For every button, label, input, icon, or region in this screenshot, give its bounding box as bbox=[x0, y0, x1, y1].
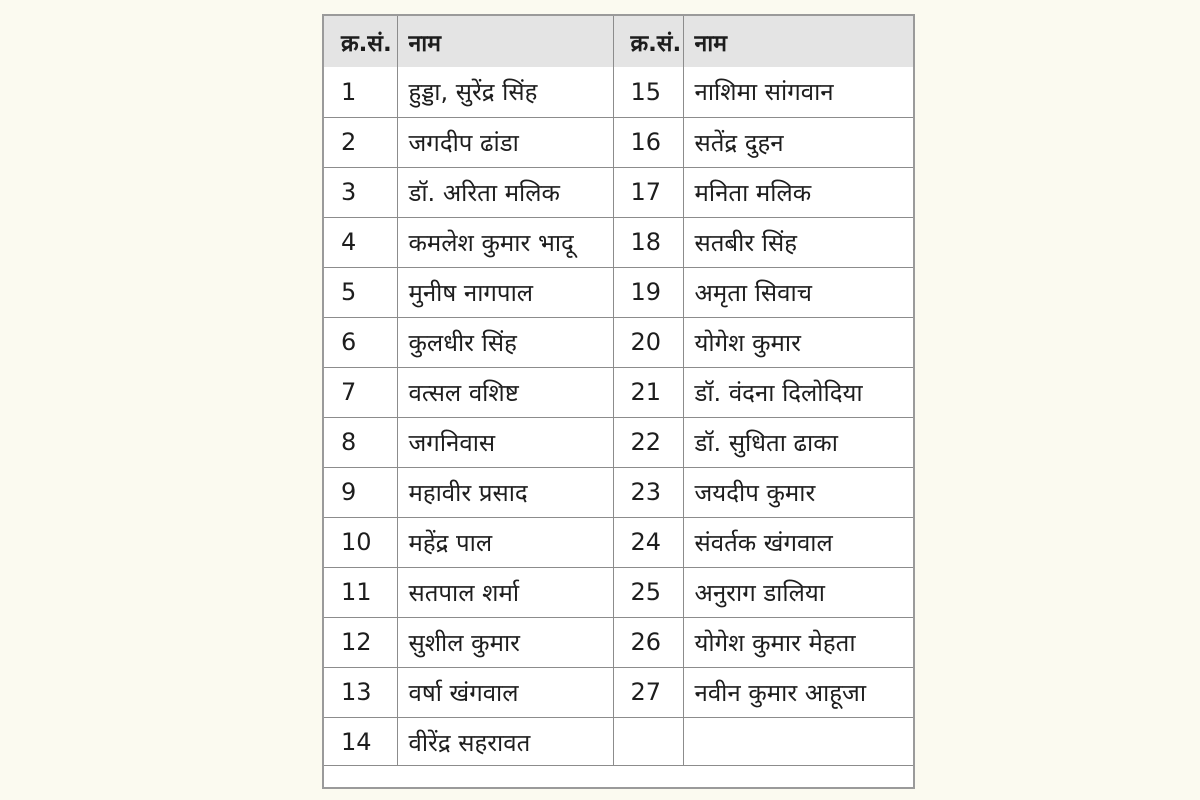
cell-name-left: जगदीप ढांडा bbox=[397, 117, 613, 167]
cell-name-right: नवीन कुमार आहूजा bbox=[683, 667, 913, 717]
cell-serial-right: 16 bbox=[613, 117, 683, 167]
table-row bbox=[324, 117, 913, 167]
cell-name-left: सतपाल शर्मा bbox=[397, 567, 613, 617]
table-row bbox=[324, 567, 913, 617]
cell-name-right: योगेश कुमार मेहता bbox=[683, 617, 913, 667]
cell-serial-left: 9 bbox=[324, 467, 397, 517]
table-row bbox=[324, 317, 913, 367]
cell-serial-right: 18 bbox=[613, 217, 683, 267]
cell-name-left: हुड्डा, सुरेंद्र सिंह bbox=[397, 67, 613, 117]
cell-serial-right: 21 bbox=[613, 367, 683, 417]
cell-name-left: डॉ. अरिता मलिक bbox=[397, 167, 613, 217]
cell-name-left: वत्सल वशिष्ट bbox=[397, 367, 613, 417]
cell-name-left: मुनीष नागपाल bbox=[397, 267, 613, 317]
cell-serial-left: 3 bbox=[324, 167, 397, 217]
cell-serial-right: 19 bbox=[613, 267, 683, 317]
table-row bbox=[324, 517, 913, 567]
cell-serial-left: 2 bbox=[324, 117, 397, 167]
table-body bbox=[324, 67, 913, 767]
cell-serial-right: 25 bbox=[613, 567, 683, 617]
cell-name-left: वर्षा खंगवाल bbox=[397, 667, 613, 717]
cell-name-left: सुशील कुमार bbox=[397, 617, 613, 667]
cell-serial-right: 17 bbox=[613, 167, 683, 217]
cell-serial-right: 20 bbox=[613, 317, 683, 367]
table-footer-strip bbox=[324, 765, 913, 787]
cell-serial-right bbox=[613, 717, 683, 767]
cell-name-left: कुलधीर सिंह bbox=[397, 317, 613, 367]
cell-serial-left: 7 bbox=[324, 367, 397, 417]
cell-serial-left: 4 bbox=[324, 217, 397, 267]
cell-serial-left: 1 bbox=[324, 67, 397, 117]
cell-serial-left: 5 bbox=[324, 267, 397, 317]
table-row bbox=[324, 167, 913, 217]
cell-name-left: महेंद्र पाल bbox=[397, 517, 613, 567]
cell-serial-left: 8 bbox=[324, 417, 397, 467]
table-row bbox=[324, 267, 913, 317]
cell-name-right: डॉ. सुधिता ढाका bbox=[683, 417, 913, 467]
cell-serial-left: 14 bbox=[324, 717, 397, 767]
cell-serial-right: 15 bbox=[613, 67, 683, 117]
cell-name-right: डॉ. वंदना दिलोदिया bbox=[683, 367, 913, 417]
table-header bbox=[324, 16, 913, 67]
cell-name-right: अनुराग डालिया bbox=[683, 567, 913, 617]
header-name-left: नाम bbox=[397, 16, 613, 67]
cell-name-left: कमलेश कुमार भादू bbox=[397, 217, 613, 267]
table-row bbox=[324, 67, 913, 117]
cell-name-right: मनिता मलिक bbox=[683, 167, 913, 217]
cell-serial-right: 23 bbox=[613, 467, 683, 517]
cell-name-right: सतबीर सिंह bbox=[683, 217, 913, 267]
cell-serial-left: 12 bbox=[324, 617, 397, 667]
cell-name-left: महावीर प्रसाद bbox=[397, 467, 613, 517]
header-serial-right: क्र.सं. bbox=[613, 16, 683, 67]
cell-serial-right: 22 bbox=[613, 417, 683, 467]
header-name-right: नाम bbox=[683, 16, 913, 67]
cell-name-right: योगेश कुमार bbox=[683, 317, 913, 367]
cell-name-left: जगनिवास bbox=[397, 417, 613, 467]
cell-name-left: वीरेंद्र सहरावत bbox=[397, 717, 613, 767]
cell-name-right bbox=[683, 717, 913, 767]
cell-serial-left: 6 bbox=[324, 317, 397, 367]
names-table-sheet bbox=[322, 14, 915, 789]
table-row bbox=[324, 367, 913, 417]
header-serial-left: क्र.सं. bbox=[324, 16, 397, 67]
table-row bbox=[324, 667, 913, 717]
table-row bbox=[324, 467, 913, 517]
cell-serial-left: 10 bbox=[324, 517, 397, 567]
cell-name-right: जयदीप कुमार bbox=[683, 467, 913, 517]
cell-name-right: संवर्तक खंगवाल bbox=[683, 517, 913, 567]
cell-serial-left: 13 bbox=[324, 667, 397, 717]
cell-serial-right: 26 bbox=[613, 617, 683, 667]
header-row bbox=[324, 16, 913, 67]
table-row bbox=[324, 717, 913, 767]
cell-name-right: नाशिमा सांगवान bbox=[683, 67, 913, 117]
cell-name-right: सतेंद्र दुहन bbox=[683, 117, 913, 167]
cell-serial-right: 27 bbox=[613, 667, 683, 717]
cell-serial-left: 11 bbox=[324, 567, 397, 617]
table-row bbox=[324, 617, 913, 667]
cell-name-right: अमृता सिवाच bbox=[683, 267, 913, 317]
table-row bbox=[324, 417, 913, 467]
cell-serial-right: 24 bbox=[613, 517, 683, 567]
table-row bbox=[324, 217, 913, 267]
names-table bbox=[324, 16, 913, 768]
